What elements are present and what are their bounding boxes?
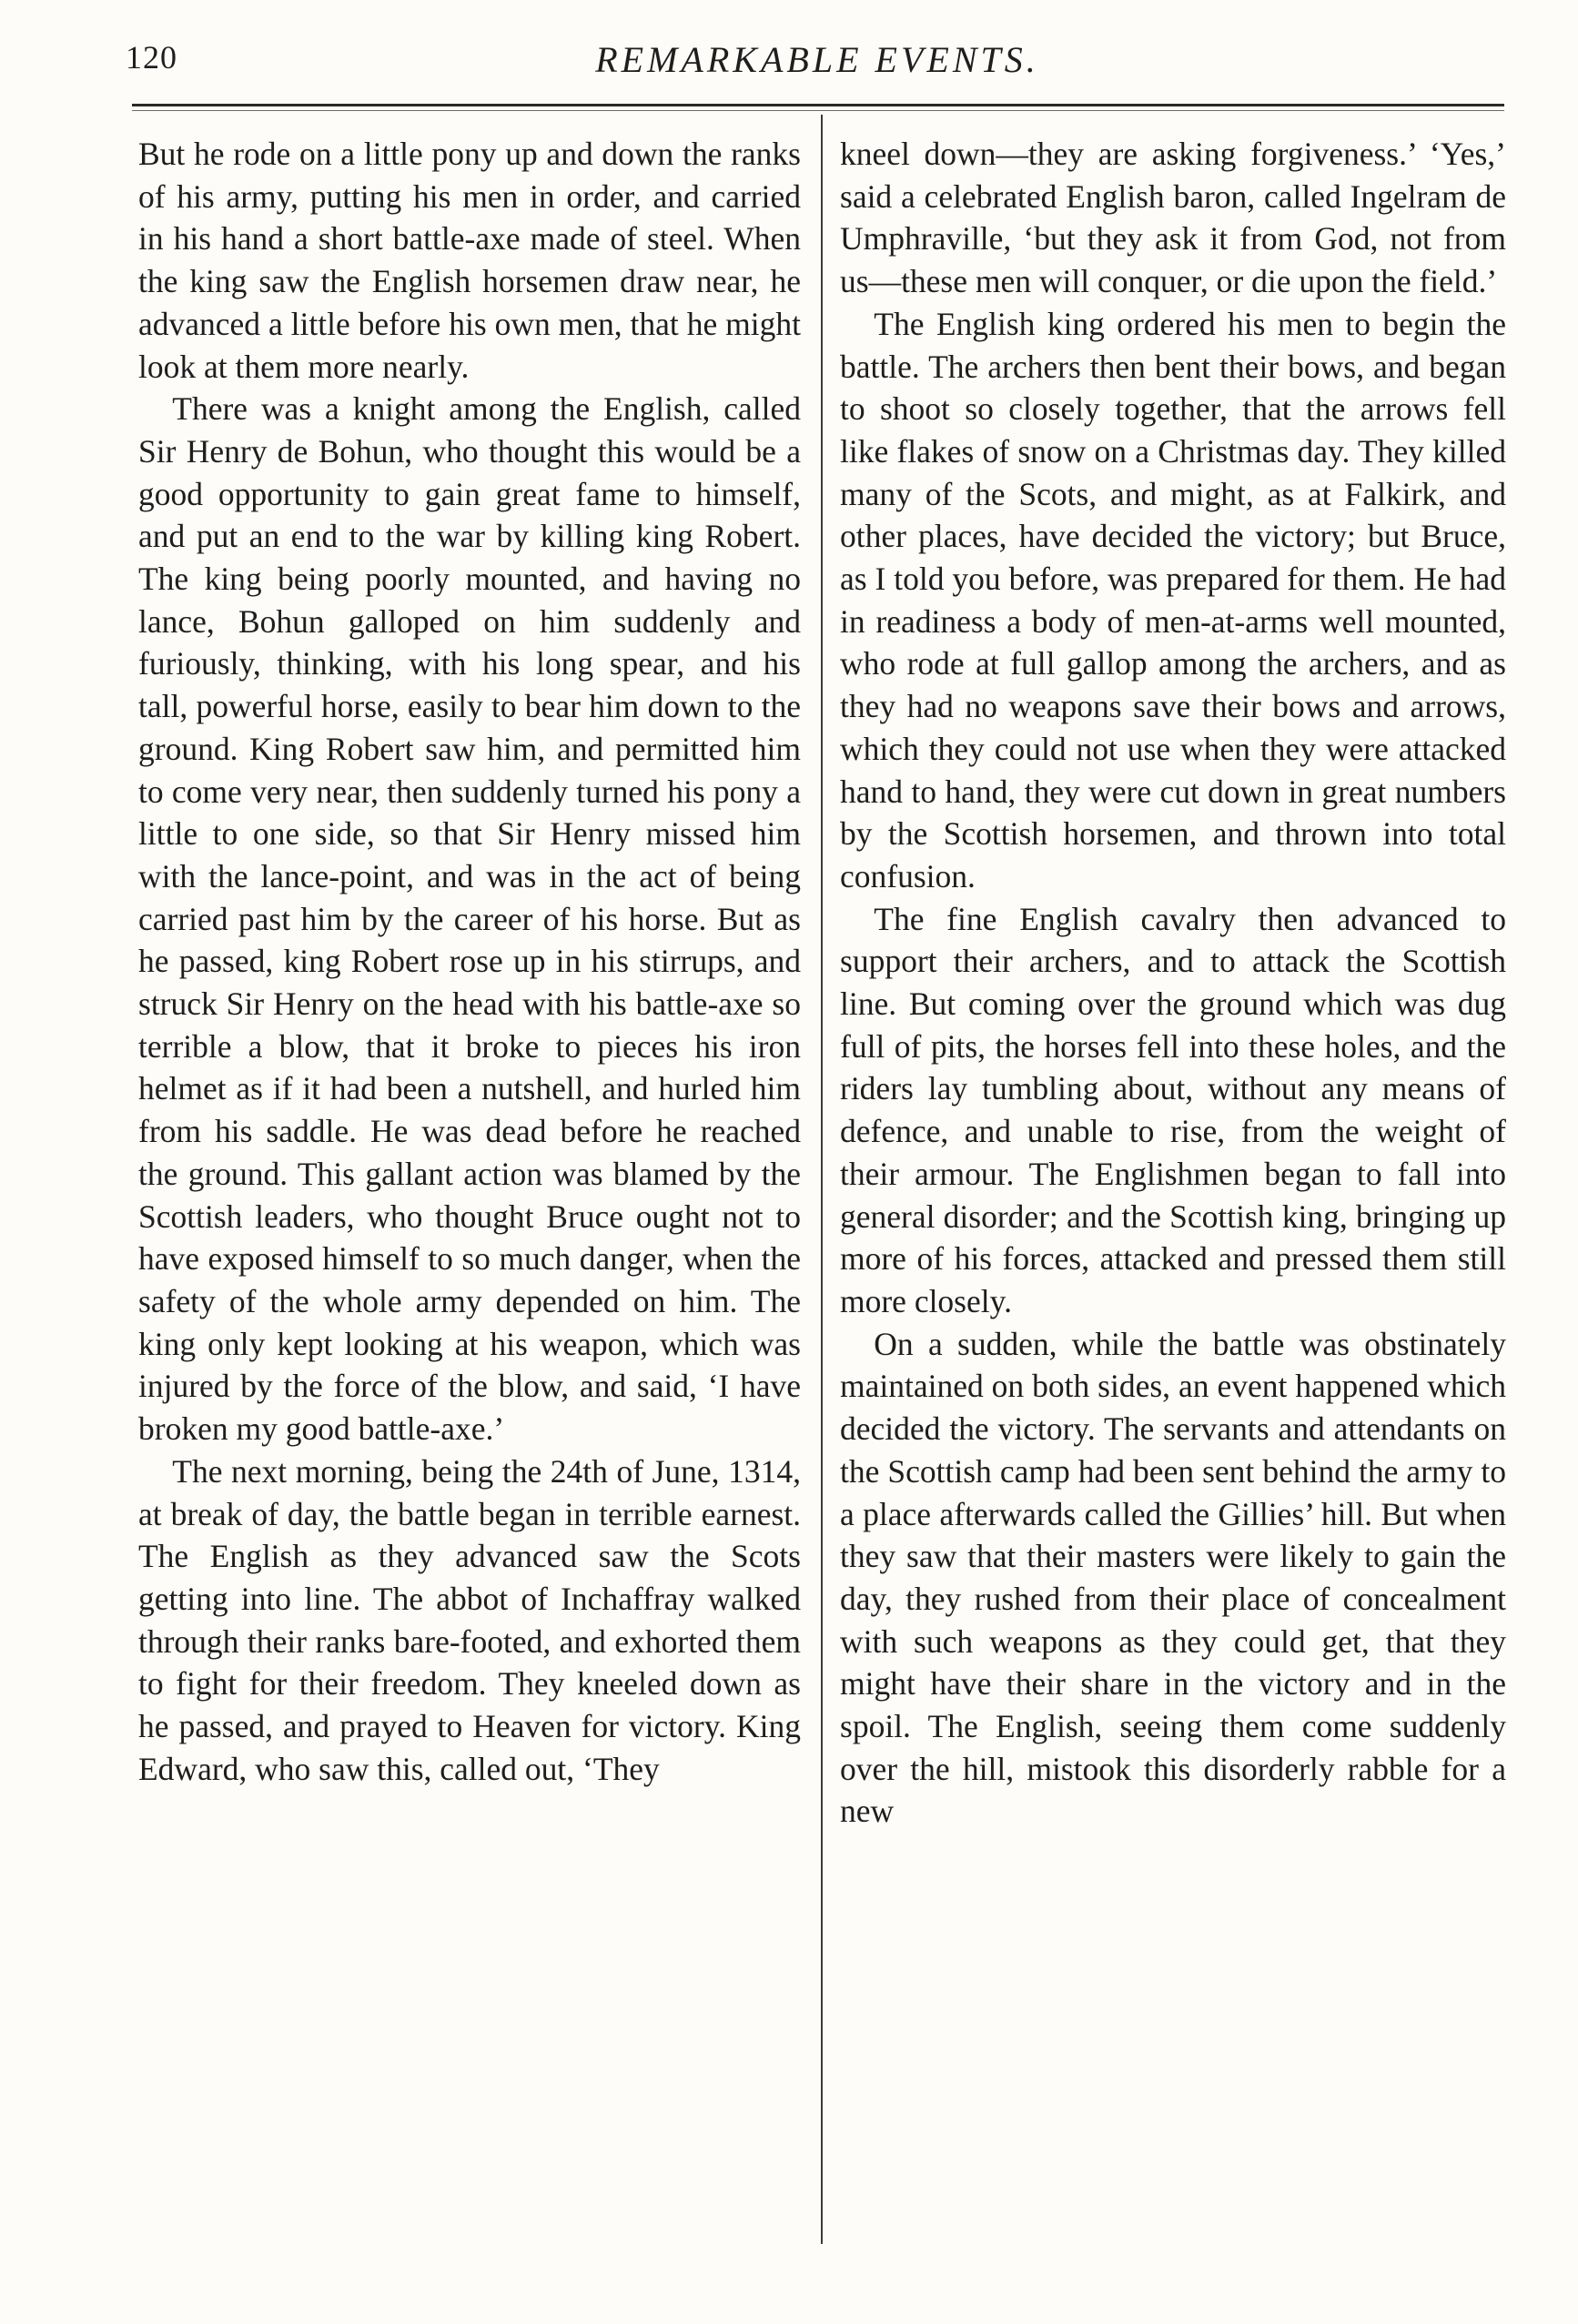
paragraph: On a sudden, while the battle was obstinately maintained on both sides, an event happened which decided the victory. The servants and attendants on the Scottish camp had been sent behind the army to a place afterwards called the Gillies’ hill. But when they saw that their masters were likely to gain the day, they rushed from their place of concealment with such weapons as they could get, that they might have their share in the victory and in the spoil. The English, seeing them come suddenly over the hill, mistook this disorderly rabble for a new	[840, 1325, 1506, 1830]
column-divider	[821, 115, 823, 2244]
paragraph: There was a knight among the English, called Sir Henry de Bohun, who thought this would be a good opportunity to gain great fame to himself, and put an end to the war by killing king Robert. The king being poorly mounted, and having no lance, Bohun galloped on him suddenly and furiously, thinking, with his long spear, and his tall, powerful horse, easily to bear him down to the ground. King Robert saw him, and permitted him to come very near, then suddenly turned his pony a little to one side, so that Sir Henry missed him with the lance-point, and was in the act of being carried past him by the career of his horse. But as he passed, king Robert rose up in his stirrups, and struck Sir Henry on the head with his battle-axe so terrible a blow, that it broke to pieces his iron helmet as if it had been a nutshell, and hurled him from his saddle. He was dead before he reached the ground. This gallant action was blamed by the Scottish leaders, who thought Bruce ought not to have exposed himself to so much danger, when the safety of the whole army depended on him. The king only kept looking at his weapon, which was injured by the force of the blow, and said, ‘I have broken my good battle-axe.’	[138, 390, 801, 1448]
paragraph: The next morning, being the 24th of June, 1314, at break of day, the battle began in terrible earnest. The English as they advanced saw the Scots getting into line. The abbot of Inchaffray walked through their ranks bare-footed, and exhorted them to fight for their freedom. They kneeled down as he passed, and prayed to Heaven for victory. King Edward, who saw this, called out, ‘They	[138, 1452, 801, 1787]
left-column	[138, 133, 801, 1790]
paragraph: kneel down—they are asking forgiveness.’ ‘Yes,’ said a celebrated English baron, called Ingelram de Umphraville, ‘but they ask it from God, not from us—these men will conquer, or die upon the field.’	[840, 136, 1506, 300]
right-column	[840, 133, 1506, 1833]
paragraph: The English king ordered his men to begin the battle. The archers then bent their bows, and began to shoot so closely together, that the arrows fell like flakes of snow on a Christmas day. They killed many of the Scots, and might, as at Falkirk, and other places, have decided the victory; but Bruce, as I told you before, was prepared for them. He had in readiness a body of men-at-arms well mounted, who rode at full gallop among the archers, and as they had no weapons save their bows and arrows, which they could not use when they were attacked hand to hand, they were cut down in great numbers by the Scottish horsemen, and thrown into total confusion.	[840, 305, 1506, 894]
running-title: REMARKABLE EVENTS.	[595, 39, 1039, 80]
header-rule	[132, 104, 1504, 106]
header-rule-thin	[132, 110, 1504, 111]
page-number: 120	[126, 39, 177, 76]
paragraph: But he rode on a little pony up and down the ranks of his army, putting his men in order, and carried in his hand a short battle-axe made of steel. When the king saw the English horsemen draw near, he advanced a little before his own men, that he might look at them more nearly.	[138, 136, 801, 385]
page-header	[126, 38, 1509, 93]
paragraph: The fine English cavalry then advanced to support their archers, and to attack the Scottish line. But coming over the ground which was dug full of pits, the horses fell into these holes, and the riders lay tumbling about, without any means of defence, and unable to rise, from the weight of their armour. The Englishmen began to fall into general disorder; and the Scottish king, bringing up more of his forces, attacked and pressed them still more closely.	[840, 900, 1506, 1319]
